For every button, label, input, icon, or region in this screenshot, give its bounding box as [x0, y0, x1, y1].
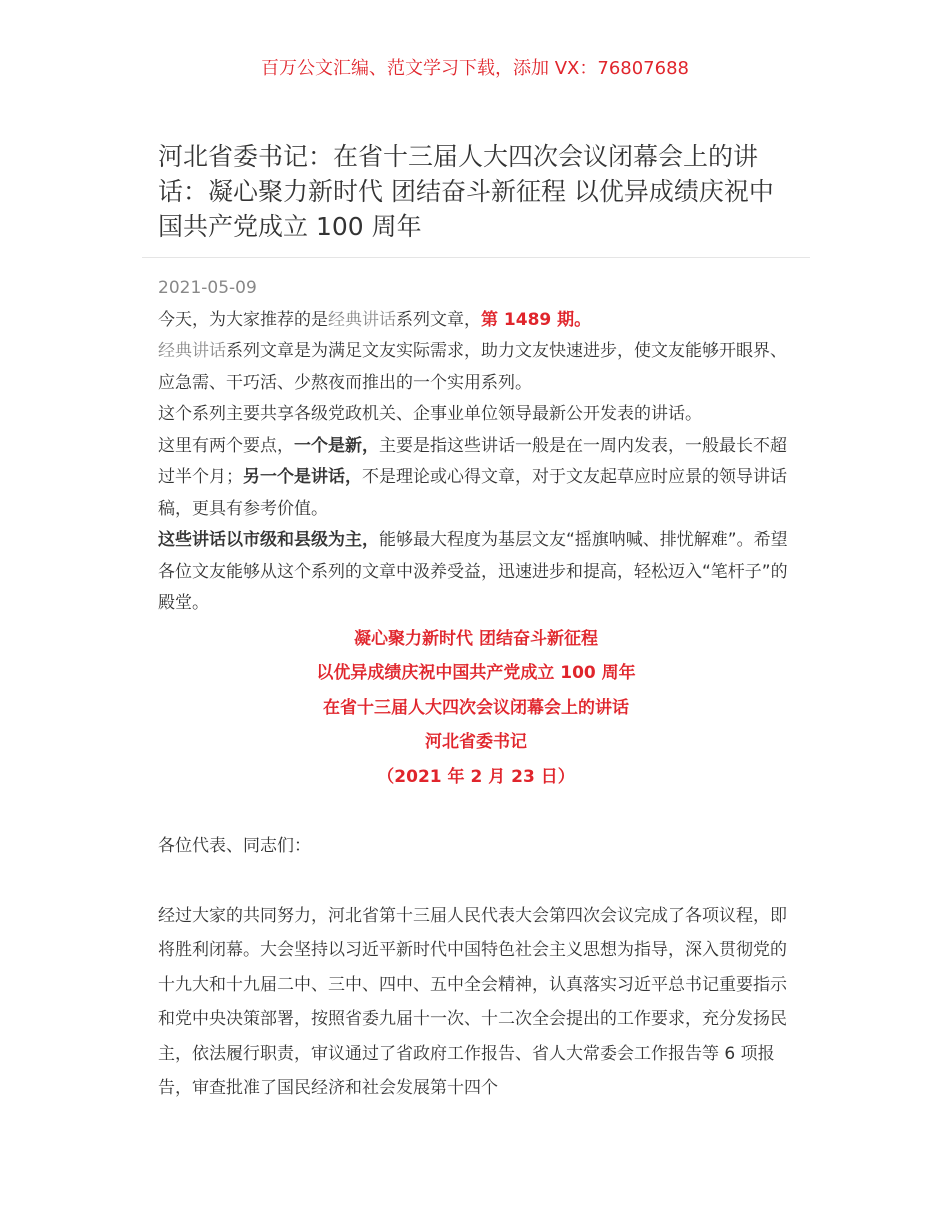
intro-paragraph-3: 这个系列主要共享各级党政机关、企事业单位领导最新公开发表的讲话。: [158, 404, 702, 424]
speech-title-line: 凝心聚力新时代 团结奋斗新征程: [354, 628, 598, 649]
speech-header: [158, 622, 794, 795]
article-content: [158, 273, 794, 1106]
key-point-speech: 另一个是讲话，: [243, 467, 362, 487]
intro-paragraph-1: [158, 305, 794, 337]
promo-banner: 百万公文汇编、范文学习下载，添加 VX：76807688: [261, 58, 689, 79]
key-point-new: 一个是新，: [294, 435, 379, 456]
speech-title-line: 以优异成绩庆祝中国共产党成立 100 周年: [316, 663, 636, 683]
intro-text: 系列文章，: [396, 309, 481, 330]
speaker: 河北省委书记: [425, 732, 527, 752]
intro-text: 这里有两个要点，: [158, 435, 294, 456]
intro-paragraph-4: [158, 431, 794, 526]
intro-paragraph-2: [158, 336, 794, 399]
series-name: 经典讲话: [328, 309, 396, 330]
intro-text: 今天，为大家推荐的是: [158, 309, 328, 330]
article-title: 河北省委书记：在省十三届人大四次会议闭幕会上的讲话：凝心聚力新时代 团结奋斗新征程 以优异成绩庆祝中国共产党成立 100 周年: [158, 142, 774, 241]
intro-text: 系列文章是为满足文友实际需求，助力文友快速进步，使文友能够开眼界、应急需、干巧活、少熬夜而推出的一个实用系列。: [158, 341, 787, 393]
speech-date: （2021 年 2 月 23 日）: [377, 766, 575, 787]
series-name: 经典讲话: [158, 341, 226, 361]
issue-number: 第 1489 期。: [481, 309, 592, 330]
title-divider: [142, 257, 810, 258]
intro-paragraph-5: [158, 525, 794, 620]
intro-text: 主要是指这些讲话一般是在一周内发表，一般最长不超过半个月；: [158, 435, 787, 487]
intro-text: 能够最大程度为基层文友“摇旗呐喊、排忧解难”。希望各位文友能够从这个系列的文章中汲养受益，迅速进步和提高，轻松迈入“笔杆子”的殿堂。: [158, 530, 788, 613]
speech-occasion: 在省十三届人大四次会议闭幕会上的讲话: [323, 697, 629, 718]
key-point-level: 这些讲话以市级和县级为主，: [158, 530, 379, 550]
speech-paragraph: 经过大家的共同努力，河北省第十三届人民代表大会第四次会议完成了各项议程，即将胜利闭幕。大会坚持以习近平新时代中国特色社会主义思想为指导，深入贯彻党的十九大和十九届二中、三中、四中、五中全会精神，认真落实习近平总书记重要指示和党中央决策部署，按照省委九届十一次、十二次全会提出的工作要求，充分发扬民主，依法履行职责，审议通过了省政府工作报告、省人大常委会工作报告等 6 项报告，审查批准了国民经济和社会发展第十四个: [158, 905, 787, 1098]
intro-text: 不是理论或心得文章，对于文友起草应时应景的领导讲话稿，更具有参考价值。: [158, 467, 787, 519]
publish-date: 2021-05-09: [158, 278, 257, 298]
speech-greeting: 各位代表、同志们：: [158, 836, 311, 856]
